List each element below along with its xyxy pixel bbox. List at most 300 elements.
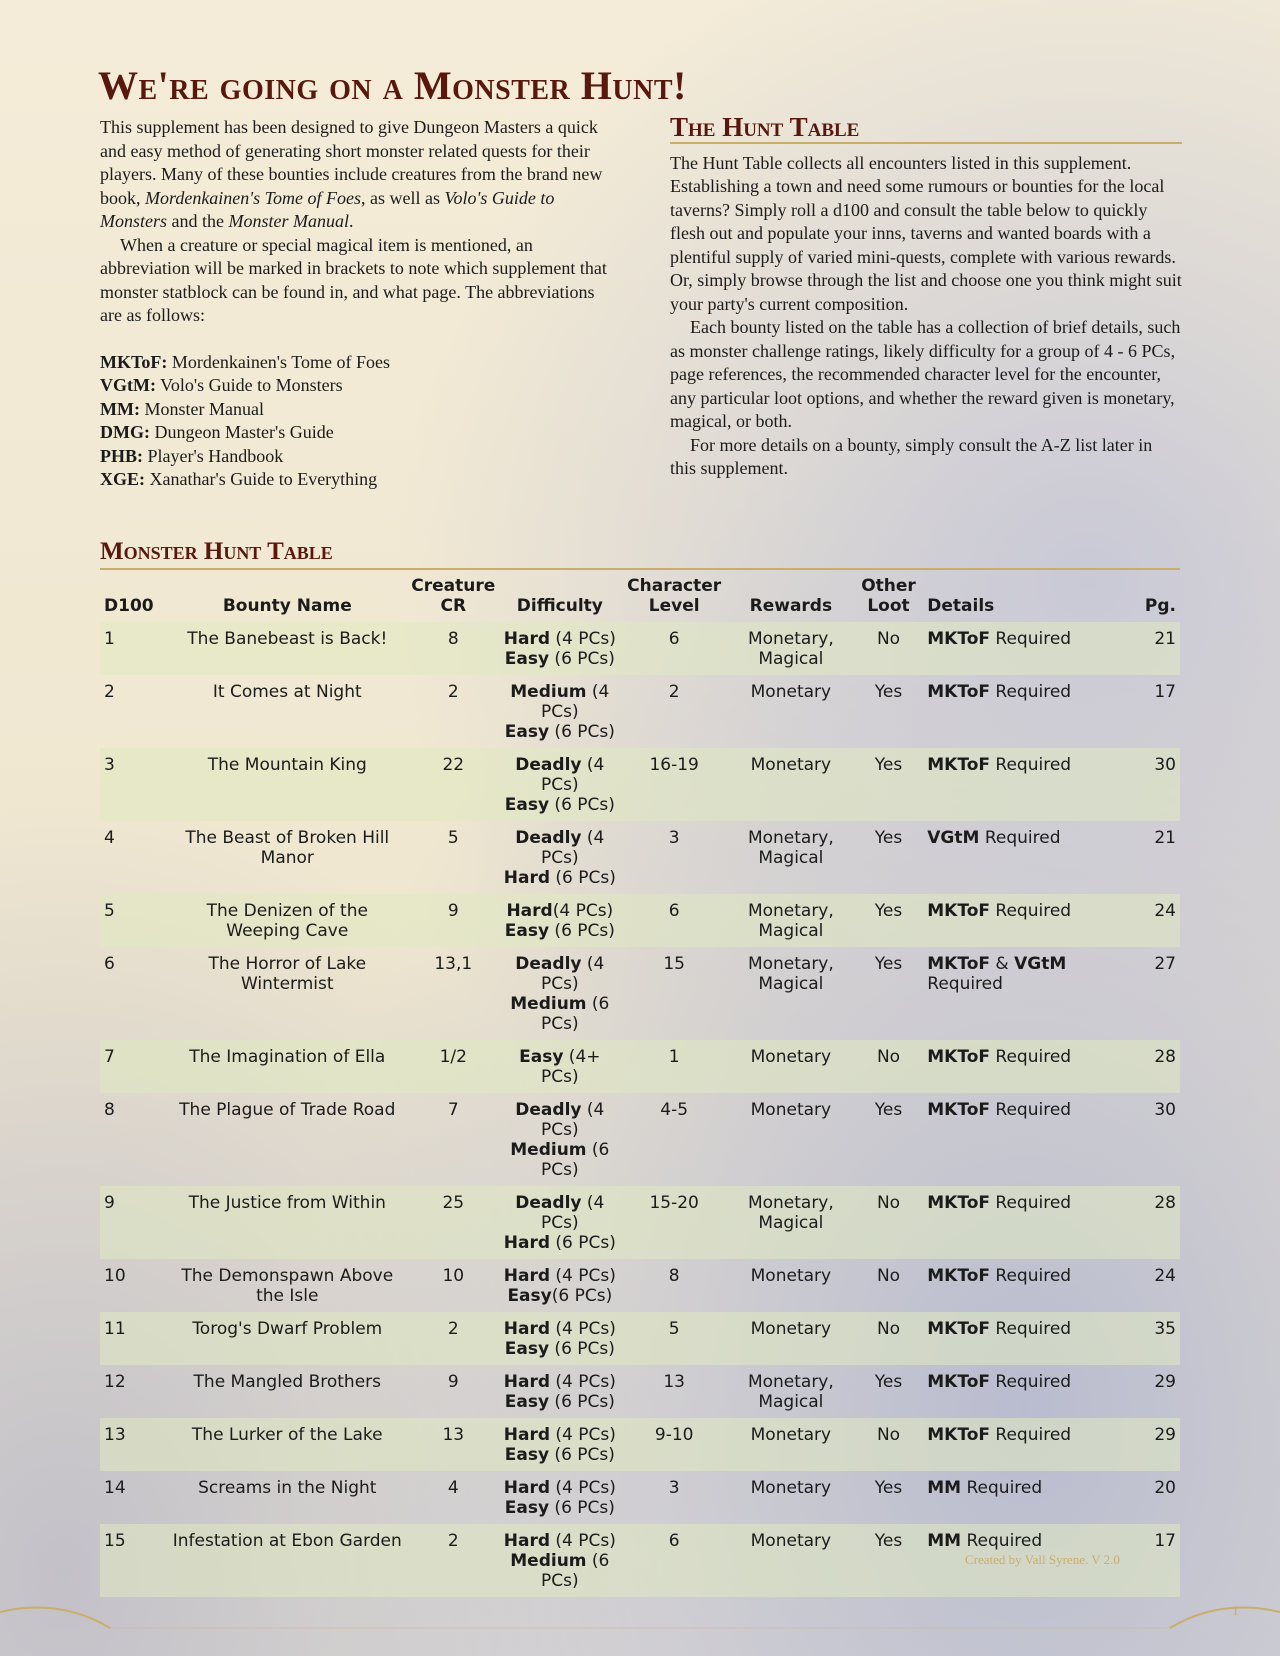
cell-details xyxy=(923,894,1132,947)
col-header-line: CR xyxy=(440,596,467,616)
difficulty-line xyxy=(503,795,616,815)
difficulty-level: Hard xyxy=(503,1372,551,1392)
difficulty-level: Hard xyxy=(503,629,551,649)
cell-details xyxy=(923,1312,1132,1365)
details-source: MKToF xyxy=(927,1266,990,1286)
cell-d100: 3 xyxy=(100,748,167,821)
details-source: MKToF xyxy=(927,755,990,775)
difficulty-level: Easy xyxy=(504,1498,550,1518)
cell-d100: 10 xyxy=(104,1266,126,1286)
difficulty-party: (4 PCs) xyxy=(541,682,610,722)
details-text: Required xyxy=(990,1047,1072,1067)
cell-bounty-name: The Mountain King xyxy=(167,748,407,821)
cell-level: 5 xyxy=(620,1312,728,1365)
cell-difficulty xyxy=(499,1040,620,1093)
abbreviation-code: MKToF: xyxy=(100,351,168,372)
table-row xyxy=(100,1259,1180,1312)
cell-bounty-name: The Banebeast is Back! xyxy=(167,622,407,675)
difficulty-line xyxy=(503,954,616,994)
difficulty-party: (4 PCs) xyxy=(550,1531,616,1551)
difficulty-line xyxy=(503,1140,616,1180)
footer-ornament xyxy=(0,1572,1280,1656)
cell-cr: 2 xyxy=(407,1524,499,1597)
cell-bounty-name: The Denizen of the Weeping Cave xyxy=(167,894,407,947)
details-source: MKToF xyxy=(927,1425,990,1445)
cell-difficulty xyxy=(499,947,620,1040)
difficulty-level: Deadly xyxy=(515,828,582,848)
cell-cr: 25 xyxy=(407,1186,499,1259)
difficulty-level: Hard xyxy=(503,868,551,888)
difficulty-level: Deadly xyxy=(515,1100,582,1120)
hunt-paragraph-2: Each bounty listed on the table has a collection of brief details, such as monster challenge ratings, likely difficulty for a group of 4 - 6 PCs, page references, the recommended character level for the encounter, any particular loot options, and whether the reward given is monetary, magical, or both. xyxy=(670,317,1181,431)
difficulty-party: (4 PCs) xyxy=(541,1100,605,1140)
cell-loot: No xyxy=(854,1312,924,1365)
difficulty-party: (4 PCs) xyxy=(550,1372,616,1392)
difficulty-party: (6 PCs) xyxy=(541,994,610,1034)
cell-difficulty xyxy=(499,748,620,821)
page-title: We're going on a Monster Hunt! xyxy=(98,63,687,108)
cell-page: 24 xyxy=(1133,894,1180,947)
cell-difficulty xyxy=(499,1365,620,1418)
cell-page: 21 xyxy=(1133,622,1180,675)
cell-details xyxy=(923,1259,1132,1312)
cell-bounty-name: The Demonspawn Above the Isle xyxy=(181,1266,394,1306)
cell-rewards: Monetary xyxy=(750,1478,832,1498)
col-header-details: Details xyxy=(927,596,995,616)
cell-page: 24 xyxy=(1154,1266,1176,1286)
cell-details xyxy=(923,821,1132,894)
cell-details xyxy=(923,1186,1132,1259)
cell-level: 15 xyxy=(663,954,685,974)
col-header-line: Loot xyxy=(867,596,910,616)
cell-difficulty xyxy=(499,1418,620,1471)
difficulty-party: (6 PCs) xyxy=(550,868,616,888)
difficulty-party: (6 PCs) xyxy=(549,1392,615,1412)
hunt-paragraph-1: The Hunt Table collects all encounters listed in this supplement. Establishing a town and need some rumours or bounties for the local taverns? Simply roll a d100 and consult the table below to quickly flesh out and populate your inns, taverns and wanted boards with a plentiful supply of varied mini-quests, complete with various rewards. Or, simply browse through the list and choose one you think might suit your party's current composition. xyxy=(670,152,1182,314)
details-source: MKToF xyxy=(927,901,990,921)
difficulty-line xyxy=(503,1425,616,1445)
cell-loot: No xyxy=(854,1040,924,1093)
details-source: MKToF xyxy=(927,954,990,974)
col-header-line: Character xyxy=(627,576,722,596)
details-text: Required xyxy=(990,1266,1072,1286)
cell-loot: Yes xyxy=(874,1100,903,1120)
cell-page: 30 xyxy=(1133,748,1180,821)
difficulty-line xyxy=(503,1193,616,1233)
cell-bounty-name: The Justice from Within xyxy=(167,1186,407,1259)
cell-d100: 13 xyxy=(100,1418,167,1471)
cell-page: 28 xyxy=(1133,1040,1180,1093)
cell-details xyxy=(923,947,1132,1040)
details-text: Required xyxy=(990,682,1072,702)
cell-details xyxy=(923,1418,1132,1471)
cell-page: 21 xyxy=(1154,828,1176,848)
details-text: Required xyxy=(961,1531,1043,1551)
difficulty-level: Hard xyxy=(503,1319,551,1339)
difficulty-line xyxy=(503,1100,616,1140)
cell-page: 17 xyxy=(1154,682,1176,702)
details-text: Required xyxy=(979,828,1061,848)
difficulty-party: (4+ PCs) xyxy=(541,1047,601,1087)
table-heading: Monster Hunt Table xyxy=(100,538,1180,570)
section-heading: The Hunt Table xyxy=(670,116,1182,144)
abbreviation-name: Dungeon Master's Guide xyxy=(149,422,334,442)
cell-bounty-name: The Imagination of Ella xyxy=(167,1040,407,1093)
abbreviation-item xyxy=(100,374,610,398)
cell-cr: 8 xyxy=(407,622,499,675)
abbreviation-name: Mordenkainen's Tome of Foes xyxy=(167,351,390,372)
cell-cr: 10 xyxy=(442,1266,465,1286)
cell-d100: 8 xyxy=(104,1100,115,1120)
cell-loot: Yes xyxy=(874,828,903,848)
abbreviation-code: PHB: xyxy=(100,445,143,466)
difficulty-level: Deadly xyxy=(515,755,582,775)
table-row xyxy=(100,947,1180,1040)
difficulty-line xyxy=(503,1286,616,1306)
difficulty-party: (6 PCs) xyxy=(541,1551,610,1591)
cell-bounty-name: Screams in the Night xyxy=(198,1478,377,1498)
difficulty-party: (6 PCs) xyxy=(549,1445,615,1465)
book-title: Volo's Guide to Monsters xyxy=(100,187,555,231)
table-row xyxy=(100,622,1180,675)
cell-rewards: Monetary xyxy=(750,1100,832,1120)
table-body xyxy=(100,622,1180,1597)
cell-cr: 9 xyxy=(447,1372,459,1392)
difficulty-party: (4 PCs) xyxy=(550,1425,616,1445)
details-text: & xyxy=(990,954,1015,974)
difficulty-line xyxy=(503,868,616,888)
difficulty-level: Easy xyxy=(504,1392,550,1412)
table-row xyxy=(100,1186,1180,1259)
cell-level: 2 xyxy=(668,682,680,702)
cell-level: 3 xyxy=(668,1478,680,1498)
cell-rewards: Monetary xyxy=(750,682,832,702)
cell-rewards: Monetary, Magical xyxy=(728,894,854,947)
cell-bounty-name: The Mangled Brothers xyxy=(193,1372,382,1392)
cell-level: 6 xyxy=(620,894,728,947)
abbreviation-name: Volo's Guide to Monsters xyxy=(155,375,343,395)
details-text: Required xyxy=(990,1372,1072,1392)
cell-difficulty xyxy=(499,1312,620,1365)
difficulty-party: (4 PCs) xyxy=(541,954,605,994)
difficulty-level: Hard xyxy=(503,1266,551,1286)
difficulty-level: Easy xyxy=(504,722,550,742)
difficulty-party: (6 PCs) xyxy=(549,1339,615,1359)
details-source: MKToF xyxy=(927,629,990,649)
cell-level: 6 xyxy=(620,1524,728,1597)
abbreviation-list xyxy=(100,351,610,492)
difficulty-line xyxy=(503,1392,616,1412)
abbreviation-item xyxy=(100,421,610,445)
details-source: MKToF xyxy=(927,682,990,702)
cell-page: 20 xyxy=(1154,1478,1176,1498)
cell-cr: 5 xyxy=(447,828,459,848)
difficulty-line xyxy=(503,1319,616,1339)
col-header-line: Level xyxy=(648,596,700,616)
intro-text: and the xyxy=(167,211,229,231)
cell-rewards: Monetary xyxy=(728,748,854,821)
cell-details xyxy=(923,748,1132,821)
book-title: Mordenkainen's Tome of Foes xyxy=(145,187,361,208)
difficulty-party: (4 PCs) xyxy=(552,901,614,921)
difficulty-party: (4 PCs) xyxy=(550,629,616,649)
cell-rewards: Monetary, Magical xyxy=(747,1372,834,1412)
cell-details xyxy=(923,675,1132,748)
cell-page: 27 xyxy=(1154,954,1176,974)
difficulty-line xyxy=(503,722,616,742)
cell-level: 15-20 xyxy=(620,1186,728,1259)
difficulty-line xyxy=(503,629,616,649)
difficulty-line xyxy=(503,1372,616,1392)
details-source: VGtM xyxy=(927,828,980,848)
intro-text: , as well as xyxy=(361,187,445,208)
abbreviation-name: Monster Manual xyxy=(139,398,264,419)
cell-loot: Yes xyxy=(874,682,903,702)
table-row xyxy=(100,1418,1180,1471)
cell-cr: 7 xyxy=(447,1100,459,1120)
cell-rewards: Monetary xyxy=(728,1312,854,1365)
cell-level: 8 xyxy=(668,1266,680,1286)
difficulty-party: (4 PCs) xyxy=(541,1193,605,1233)
difficulty-line xyxy=(503,994,616,1034)
difficulty-party: (4 PCs) xyxy=(550,1266,616,1286)
difficulty-line xyxy=(503,1498,616,1518)
cell-rewards: Monetary, Magical xyxy=(747,954,834,994)
difficulty-party: (6 PCs) xyxy=(549,722,615,742)
difficulty-line xyxy=(503,1478,616,1498)
cell-cr: 9 xyxy=(407,894,499,947)
difficulty-line xyxy=(503,1266,616,1286)
difficulty-level: Easy xyxy=(504,1339,550,1359)
cell-rewards: Monetary, Magical xyxy=(747,828,834,868)
details-text: Required xyxy=(990,1193,1072,1213)
monster-hunt-table xyxy=(100,574,1180,1597)
cell-d100: 11 xyxy=(100,1312,167,1365)
difficulty-level: Deadly xyxy=(515,1193,582,1213)
cell-difficulty xyxy=(499,894,620,947)
cell-level: 13 xyxy=(663,1372,685,1392)
col-header-difficulty: Difficulty xyxy=(516,596,603,616)
difficulty-party: (6 PCs) xyxy=(541,1140,610,1180)
details-source: VGtM xyxy=(1014,954,1067,974)
details-text: Required xyxy=(990,1425,1072,1445)
cell-difficulty xyxy=(499,821,620,894)
cell-bounty-name: The Horror of Lake Wintermist xyxy=(208,954,367,994)
difficulty-party: (6 PCs) xyxy=(549,1498,615,1518)
cell-difficulty xyxy=(499,1093,620,1186)
cell-cr: 22 xyxy=(407,748,499,821)
cell-d100: 7 xyxy=(100,1040,167,1093)
cell-loot: Yes xyxy=(874,1372,903,1392)
difficulty-level: Easy xyxy=(504,1445,550,1465)
cell-rewards: Monetary xyxy=(728,1040,854,1093)
credit-text: Created by Vall Syrene. V 2.0 xyxy=(965,1552,1120,1567)
cell-cr: 2 xyxy=(447,682,459,702)
table-row xyxy=(100,894,1180,947)
cell-level: 6 xyxy=(620,622,728,675)
intro-text: This supplement has been designed to give Dungeon Masters a quick and easy method of generating short monster related quests for their players. Many of these bounties include creatures from the brand new book, xyxy=(100,117,603,208)
cell-loot: No xyxy=(876,1266,901,1286)
difficulty-line xyxy=(503,682,616,722)
cell-bounty-name: The Lurker of the Lake xyxy=(167,1418,407,1471)
col-header-d100: D100 xyxy=(104,596,154,616)
col-header-cr xyxy=(407,574,499,622)
difficulty-party: (6 PCs) xyxy=(551,1286,613,1306)
col-header-bounty-name: Bounty Name xyxy=(222,596,352,616)
cell-level: 3 xyxy=(668,828,680,848)
details-source: MKToF xyxy=(927,1372,990,1392)
abbreviation-item xyxy=(100,398,610,422)
difficulty-party: (6 PCs) xyxy=(549,795,615,815)
difficulty-level: Deadly xyxy=(515,954,582,974)
cell-bounty-name: The Plague of Trade Road xyxy=(179,1100,396,1120)
cell-details xyxy=(923,1040,1132,1093)
cell-level: 1 xyxy=(620,1040,728,1093)
details-text: Required xyxy=(990,1100,1072,1120)
cell-details xyxy=(923,1471,1132,1524)
cell-loot: Yes xyxy=(854,894,924,947)
hunt-paragraph-3: For more details on a bounty, simply consult the A-Z list later in this supplement. xyxy=(670,434,1153,478)
difficulty-level: Hard xyxy=(503,1425,551,1445)
intro-text: . xyxy=(348,211,354,231)
cell-difficulty xyxy=(499,1259,620,1312)
cell-page: 17 xyxy=(1133,1524,1180,1597)
difficulty-level: Medium xyxy=(510,994,587,1014)
cell-page: 30 xyxy=(1154,1100,1176,1120)
book-title: Monster Manual xyxy=(228,211,349,231)
table-row xyxy=(100,748,1180,821)
col-header-rewards: Rewards xyxy=(749,596,833,616)
abbreviation-code: DMG: xyxy=(100,422,150,442)
cell-d100: 14 xyxy=(104,1478,126,1498)
cell-details xyxy=(923,1093,1132,1186)
difficulty-line xyxy=(503,649,616,669)
cell-d100: 5 xyxy=(100,894,167,947)
cell-cr: 1/2 xyxy=(407,1040,499,1093)
col-header-line: Creature xyxy=(411,576,496,596)
details-text: Required xyxy=(990,901,1072,921)
difficulty-line xyxy=(503,1339,616,1359)
table-row xyxy=(100,1312,1180,1365)
cell-bounty-name: The Beast of Broken Hill Manor xyxy=(185,828,390,868)
page-number: 1 xyxy=(1232,1604,1239,1619)
difficulty-party: (6 PCs) xyxy=(550,1233,616,1253)
difficulty-party: (6 PCs) xyxy=(549,649,615,669)
abbreviation-name: Xanathar's Guide to Everything xyxy=(145,469,378,489)
cell-cr: 2 xyxy=(407,1312,499,1365)
cell-d100: 1 xyxy=(100,622,167,675)
difficulty-level: Easy xyxy=(504,649,550,669)
details-text: Required xyxy=(961,1478,1043,1498)
cell-level: 4-5 xyxy=(660,1100,689,1120)
difficulty-level: Easy xyxy=(504,921,550,941)
table-row xyxy=(100,1365,1180,1418)
difficulty-line xyxy=(503,1233,616,1253)
table-row xyxy=(100,1040,1180,1093)
difficulty-line xyxy=(503,755,616,795)
difficulty-level: Medium xyxy=(510,682,587,702)
col-header-level xyxy=(620,574,728,622)
difficulty-level: Medium xyxy=(510,1140,587,1160)
difficulty-line xyxy=(503,1531,616,1551)
difficulty-party: (6 PCs) xyxy=(549,921,615,941)
details-source: MKToF xyxy=(927,1047,990,1067)
cell-rewards: Monetary xyxy=(728,1418,854,1471)
difficulty-party: (4 PCs) xyxy=(541,755,605,795)
col-header-loot xyxy=(854,574,924,622)
difficulty-party: (4 PCs) xyxy=(541,828,605,868)
difficulty-line xyxy=(503,901,616,921)
cell-loot: No xyxy=(854,1186,924,1259)
cell-bounty-name: Torog's Dwarf Problem xyxy=(167,1312,407,1365)
difficulty-level: Easy xyxy=(507,1286,552,1306)
col-header-page: Pg. xyxy=(1144,596,1176,616)
cell-rewards: Monetary xyxy=(750,1266,832,1286)
difficulty-level: Medium xyxy=(510,1551,587,1571)
difficulty-line xyxy=(503,921,616,941)
cell-cr: 13 xyxy=(407,1418,499,1471)
cell-loot: No xyxy=(854,1418,924,1471)
cell-rewards: Monetary, Magical xyxy=(728,1186,854,1259)
cell-page: 28 xyxy=(1133,1186,1180,1259)
cell-difficulty xyxy=(499,675,620,748)
cell-difficulty xyxy=(499,1186,620,1259)
abbreviation-code: VGtM: xyxy=(100,375,156,395)
cell-level: 9-10 xyxy=(620,1418,728,1471)
cell-bounty-name: It Comes at Night xyxy=(212,682,362,702)
difficulty-level: Hard xyxy=(503,1531,551,1551)
cell-d100: 4 xyxy=(104,828,115,848)
difficulty-level: Hard xyxy=(506,901,553,921)
table-header-row xyxy=(100,574,1180,622)
hunt-table-column xyxy=(670,112,1182,481)
details-source: MKToF xyxy=(927,1193,990,1213)
cell-loot: Yes xyxy=(854,1524,924,1597)
difficulty-level: Hard xyxy=(503,1233,551,1253)
cell-page: 35 xyxy=(1133,1312,1180,1365)
cell-cr: 13,1 xyxy=(434,954,473,974)
cell-page: 29 xyxy=(1133,1418,1180,1471)
abbreviation-item xyxy=(100,445,610,469)
intro-paragraph-2: When a creature or special magical item is mentioned, an abbreviation will be marked in brackets to note which supplement that monster statblock can be found in, and what page. The abbreviations are as follows: xyxy=(100,234,607,325)
cell-loot: Yes xyxy=(874,954,903,974)
cell-d100: 2 xyxy=(104,682,115,702)
details-source: MKToF xyxy=(927,1319,990,1339)
cell-loot: Yes xyxy=(854,748,924,821)
col-header-line: Other xyxy=(861,576,916,596)
table-row xyxy=(100,1471,1180,1524)
cell-details xyxy=(923,1365,1132,1418)
difficulty-level: Easy xyxy=(519,1047,564,1067)
cell-cr: 4 xyxy=(447,1478,459,1498)
abbreviation-code: MM: xyxy=(100,398,140,419)
abbreviation-code: XGE: xyxy=(100,469,145,489)
cell-rewards: Monetary, Magical xyxy=(728,622,854,675)
details-source: MKToF xyxy=(927,1100,990,1120)
details-source: MM xyxy=(927,1531,962,1551)
details-text: Required xyxy=(990,755,1072,775)
cell-loot: No xyxy=(854,622,924,675)
details-text: Required xyxy=(927,974,1003,994)
cell-d100: 15 xyxy=(100,1524,167,1597)
difficulty-level: Hard xyxy=(503,1478,551,1498)
table-row xyxy=(100,675,1180,748)
intro-paragraph-1 xyxy=(100,116,610,234)
cell-level: 16-19 xyxy=(620,748,728,821)
cell-bounty-name: Infestation at Ebon Garden xyxy=(167,1524,407,1597)
details-text: Required xyxy=(990,629,1072,649)
cell-d100: 12 xyxy=(104,1372,126,1392)
